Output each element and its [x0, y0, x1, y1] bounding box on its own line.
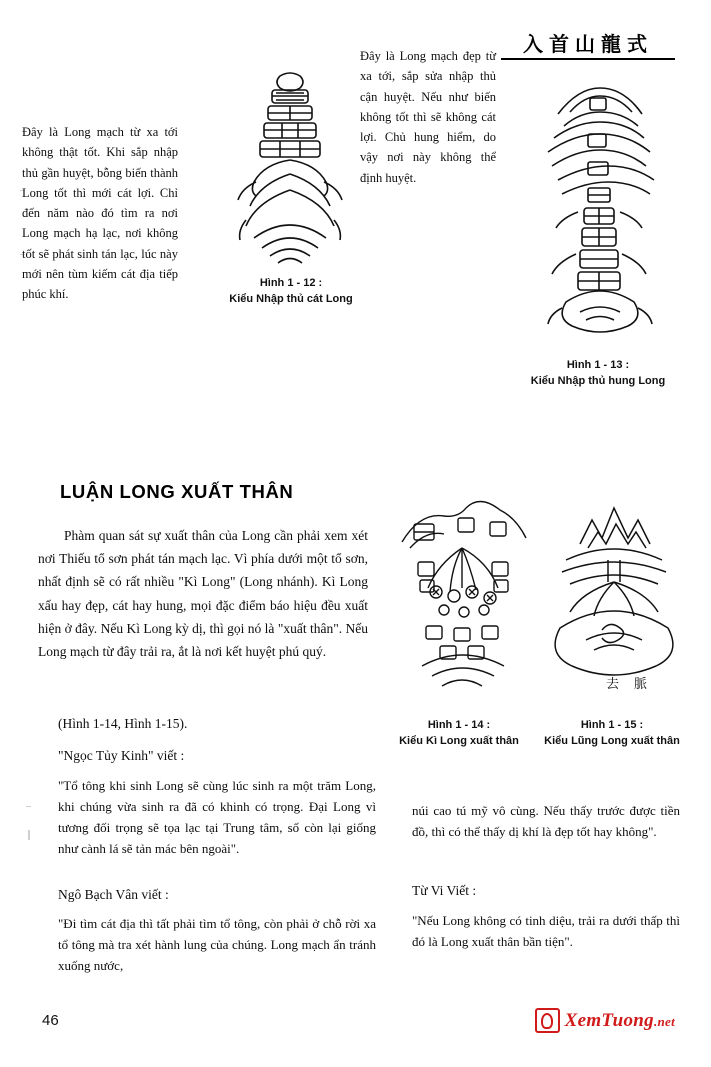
caption-hinh-1-14 [384, 718, 534, 750]
svg-text:去: 去 [606, 677, 620, 692]
caption-title: Kiểu Kì Long xuất thân [399, 734, 519, 747]
watermark-text [565, 1010, 675, 1032]
leaf-icon [535, 1008, 560, 1033]
quote-ngo-bach-van-part1: "Đi tìm cát địa thì tất phải tìm tổ tông, còn phải ở chỗ rời xa tổ tông mà tra xét hành lung của chúng. Long mạch ẩn tránh xuống nước, [58, 916, 380, 974]
watermark-logo [535, 1008, 675, 1033]
banner-rule [501, 58, 675, 60]
chinese-banner [501, 32, 675, 66]
page-number: 46 [42, 1012, 59, 1029]
caption-number: Hình 1 - 13 : [566, 359, 630, 371]
source-ngoc-tuy-kinh: "Ngọc Tủy Kinh" viết : [58, 748, 185, 763]
caption-number: Hình 1 - 14 : [427, 719, 491, 731]
main-paragraph-1: Phàm quan sát sự xuất thân của Long cần phải xem xét nơi Thiếu tổ sơn phát tán mạch lạc. Vì phía dưới một tổ sơn, nhất định sẽ có rất nhiều "Kì Long" (Long nhánh). Kì Long xấu hay đẹp, cát hay hung, mọi đặc điểm báo hiệu đều xuất hiện ở đây. Nếu Kì Long kỳ dị, thì gọi nó là "xuất thân". Nếu Long mạch từ đây trải ra, ắt là nơi kết huyệt phú quý. [38, 528, 372, 660]
edge-mark [26, 806, 31, 807]
source-ngo-bach-van: Ngô Bạch Vân viết : [58, 887, 169, 902]
caption-hinh-1-12 [180, 276, 402, 308]
caption-number: Hình 1 - 12 : [259, 277, 323, 289]
figure-hinh-1-13 [518, 72, 698, 352]
caption-title: Kiểu Lũng Long xuất thân [544, 734, 680, 747]
caption-number: Hình 1 - 15 : [580, 719, 644, 731]
caption-title: Kiểu Nhập thủ hung Long [530, 374, 666, 387]
caption-hinh-1-15 [530, 718, 694, 750]
watermark-suffix: .net [653, 1013, 675, 1029]
source-tu-vi: Từ Vi Viết : [412, 883, 477, 898]
watermark-name: XemTuong [564, 1009, 654, 1031]
figure-hinh-1-15 [540, 498, 690, 698]
section-title: LUẬN LONG XUẤT THÂN [60, 481, 294, 502]
svg-text:脈: 脈 [634, 677, 648, 692]
figure-hinh-1-14 [396, 500, 534, 698]
top-middle-paragraph: Đây là Long mạch đẹp từ xa tới, sắp sửa nhập thủ cận huyệt. Nếu như biến không tốt thì sẽ không cát lợi. Chủ hung hiểm, do vậy nơi này không thể định huyệt. [360, 49, 500, 185]
caption-hinh-1-13 [500, 358, 696, 390]
quote-tu-vi: "Nếu Long không có tinh diệu, trải ra dưới thấp thì đó là Long xuất thân bần tiện". [412, 913, 684, 950]
caption-title: Kiểu Nhập thủ cát Long [229, 292, 353, 305]
banner-characters: 入首山龍式 [523, 32, 653, 56]
quote-ngo-bach-van-part2: núi cao tú mỹ vô cùng. Nếu thấy trước được tiền đồ, thì có thể thấy dị khí là đẹp tốt hay không". [412, 803, 684, 840]
top-left-paragraph: Đây là Long mạch từ xa tới không thật tốt. Khi sắp nhập thủ gần huyệt, bỗng biến thành Long tốt thì mới cát lợi. Chỉ đến năm nào đó tìm ra nơi Long mạch hạ lạc, nơi không tốt sẽ phát sinh tán lạc, lúc này mới nên tùm kiếm cát địa tiếp phúc khí. [22, 125, 182, 301]
figure-hinh-1-12 [210, 70, 370, 270]
quote-ngoc-tuy-kinh: "Tổ tông khi sinh Long sẽ cùng lúc sinh ra một trăm Long, khi chúng vừa sinh ra đã có khinh có trọng. Đại Long vì tương đối trọng sẽ tọa lạc tại Trung tâm, số còn lại giống như cành lá sẽ tản mác bên ngoài". [58, 778, 380, 857]
edge-mark [28, 830, 30, 840]
figure-reference: (Hình 1-14, Hình 1-15). [58, 716, 188, 731]
